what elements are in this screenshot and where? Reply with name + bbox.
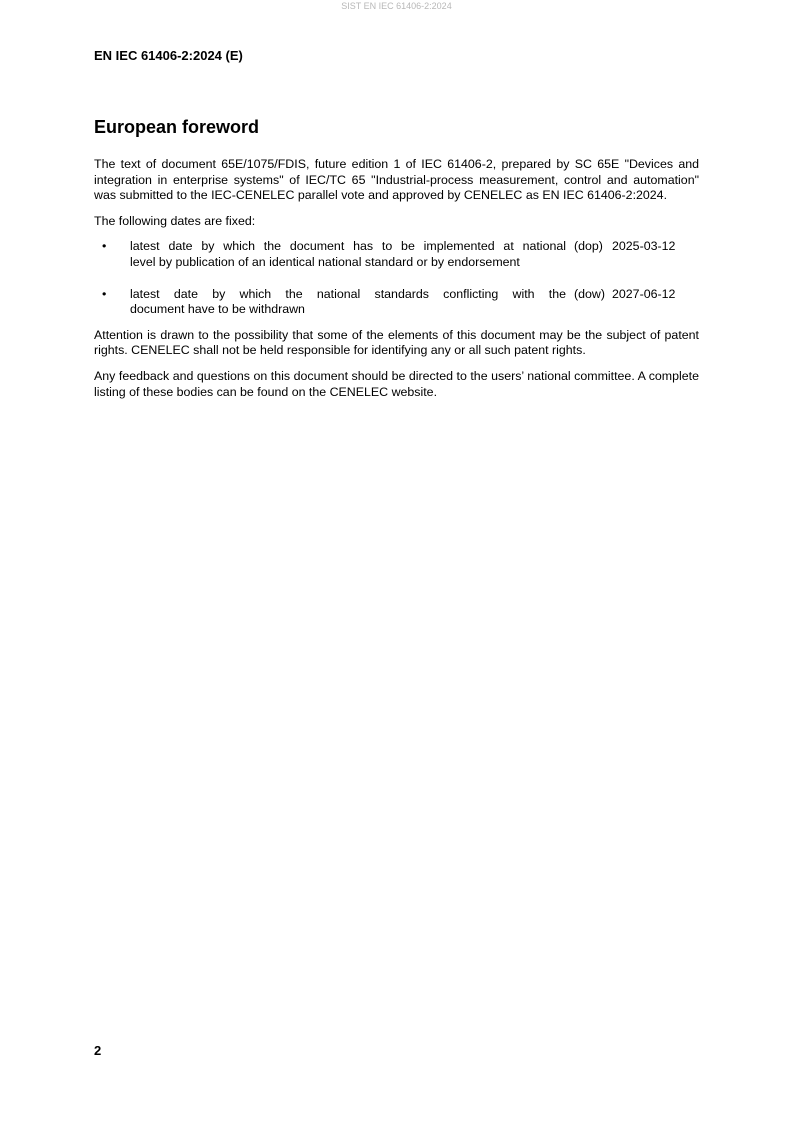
date-description [130, 287, 566, 318]
date-description [130, 239, 566, 270]
bullet-marker: • [102, 286, 107, 301]
date-abbreviation: (dow) [574, 286, 605, 301]
date-description-line-1: latest date by which the document has to be implemented at national [130, 239, 566, 254]
date-item-dop [94, 239, 699, 270]
patent-paragraph: Attention is drawn to the possibility that some of the elements of this document may be the subject of patent rights. CENELEC shall not be held responsible for identifying any or all such patent rights. [94, 327, 699, 358]
document-identifier: EN IEC 61406-2:2024 (E) [94, 48, 243, 63]
page-number: 2 [94, 1043, 102, 1058]
dates-intro-paragraph: The following dates are fixed: [94, 213, 256, 228]
intro-paragraph: The text of document 65E/1075/FDIS, future edition 1 of IEC 61406-2, prepared by SC 65E "Devices and integration in enterprise systems" of IEC/TC 65 "Industrial-process measurement, control and automation" was submitted to the IEC-CENELEC parallel vote and approved by CENELEC as EN IEC 61406-2:2024. [94, 157, 699, 203]
date-item-dow [94, 287, 699, 318]
section-title: European foreword [94, 117, 260, 137]
watermark: SIST EN IEC 61406-2:2024 [341, 1, 452, 11]
bullet-marker: • [102, 239, 107, 254]
date-description-line-2: level by publication of an identical national standard or by endorsement [130, 254, 520, 269]
date-value: 2025-03-12 [612, 239, 676, 254]
date-description-line-2: document have to be withdrawn [130, 302, 305, 317]
dates-list [94, 239, 699, 317]
date-value: 2027-06-12 [612, 286, 676, 301]
document-body [94, 157, 699, 410]
date-description-line-1: latest date by which the national standards conflicting with the [130, 286, 566, 301]
feedback-paragraph: Any feedback and questions on this document should be directed to the users’ national committee. A complete listing of these bodies can be found on the CENELEC website. [94, 368, 699, 399]
date-abbreviation: (dop) [574, 239, 603, 254]
